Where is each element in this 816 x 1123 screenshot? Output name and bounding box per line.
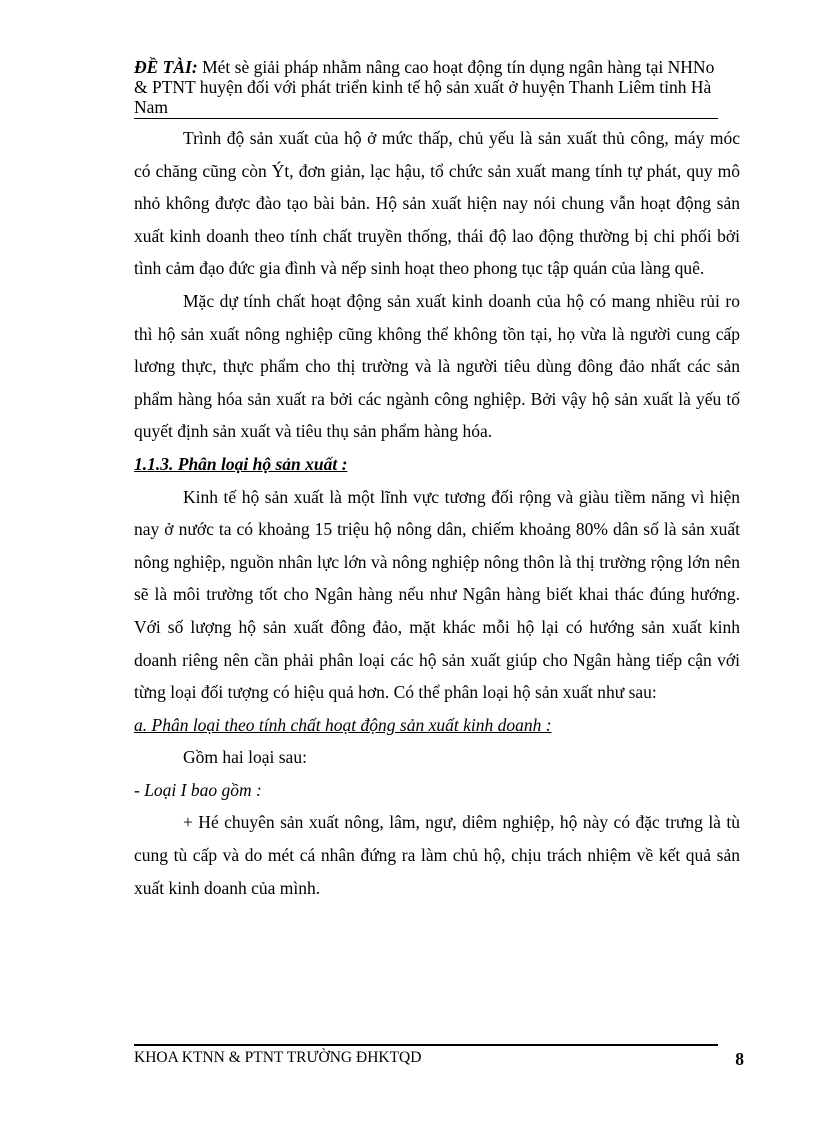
paragraph-5: + Hé chuyên sản xuất nông, lâm, ngư, diêm nghiệp, hộ này có đặc trưng là tù cung tù cấp và do mét cá nhân đứng ra làm chủ hộ, chịu trách nhiệm về kết quả sản xuất kinh doanh của mình.	[134, 812, 740, 898]
footer-text: KHOA KTNN & PTNT TRƯỜNG ĐHKTQD	[134, 1049, 422, 1066]
page-header	[134, 57, 718, 119]
section-heading: 1.1.3. Phân loại hộ sản xuất :	[134, 453, 348, 474]
paragraph-4: Gồm hai loại sau:	[183, 747, 307, 768]
header-label: ĐỀ TÀI:	[134, 57, 198, 77]
page-number: 8	[735, 1049, 744, 1069]
paragraph-1: Trình độ sản xuất của hộ ở mức thấp, chủ yếu là sản xuất thủ công, máy móc có chăng cũng còn Ýt, đơn giản, lạc hậu, tổ chức sản xuất mang tính tự phát, quy mô nhỏ không được đào tạo bài bản. Hộ sản xuất hiện nay nói chung vẫn hoạt động sản xuất kinh doanh theo tính chất truyền thống, thái độ lao động thường bị chi phối bởi tình cảm đạo đức gia đình và nếp sinh hoạt theo phong tục tập quán của làng quê.	[134, 128, 740, 279]
header-title: Mét sè giải pháp nhằm nâng cao hoạt động tín dụng ngân hàng tại NHNo & PTNT huyện đối với phát triển kinh tế hộ sản xuất ở huyện Thanh Liêm tỉnh Hà Nam	[134, 57, 715, 117]
list-label: - Loại I bao gồm :	[134, 779, 262, 800]
page-footer	[134, 1044, 744, 1070]
paragraph-3: Kinh tế hộ sản xuất là một lĩnh vực tương đối rộng và giàu tiềm năng vì hiện nay ở nước ta có khoảng 15 triệu hộ nông dân, chiếm khoảng 80% dân số là sản xuất nông nghiệp, nguồn nhân lực lớn và nông nghiệp nông thôn là thị trường rộng lớn nên sẽ là môi trường tốt cho Ngân hàng nếu như Ngân hàng biết khai thác đúng hướng. Với số lượng hộ sản xuất đông đảo, mặt khác mỗi hộ lại có hướng sản xuất kinh doanh riêng nên cần phải phân loại các hộ sản xuất giúp cho Ngân hàng tiếp cận với từng loại đối tượng có hiệu quả hơn. Có thể phân loại hộ sản xuất như sau:	[134, 486, 740, 703]
document-body	[134, 122, 740, 904]
paragraph-2: Mặc dự tính chất hoạt động sản xuất kinh doanh của hộ có mang nhiều rủi ro thì hộ sản xuất nông nghiệp cũng không thể không tồn tại, họ vừa là người cung cấp lương thực, thực phẩm cho thị trường và là người tiêu dùng đông đảo nhất các sản phẩm hàng hóa sản xuất ra bởi các ngành công nghiệp. Bởi vậy hộ sản xuất là yếu tố quyết định sản xuất và tiêu thụ sản phẩm hàng hóa.	[134, 290, 740, 442]
subsection-heading: a. Phân loại theo tính chất hoạt động sản xuất kinh doanh :	[134, 714, 552, 735]
